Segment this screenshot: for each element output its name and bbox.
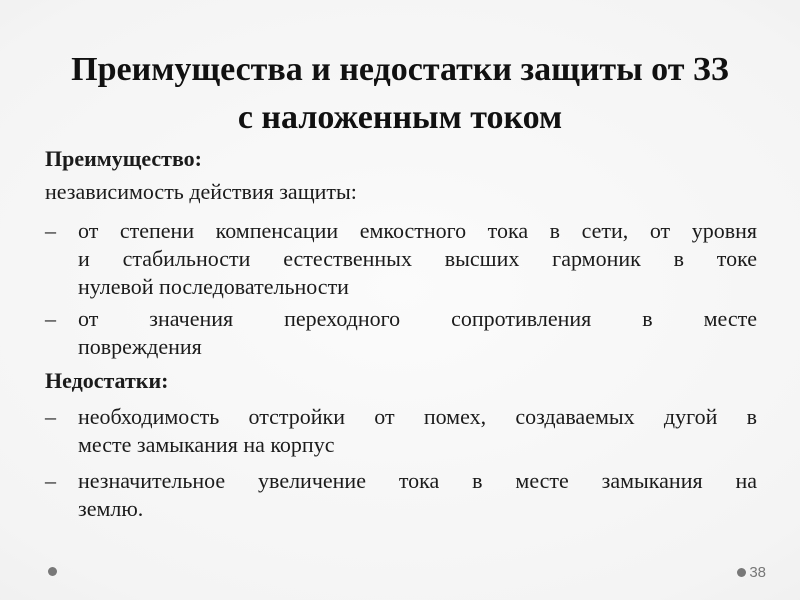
disadvantages-heading: Недостатки: <box>45 368 169 393</box>
dash-marker: – <box>45 306 56 331</box>
disadvantage-item-2-text <box>78 467 757 523</box>
text-line: нулевой последовательности <box>78 274 349 299</box>
text-line: от значения переходного сопротивления в месте <box>78 306 757 331</box>
text-line: и стабильности естественных высших гармоник в токе <box>78 246 757 271</box>
advantages-heading: Преимущество: <box>45 146 203 171</box>
slide-title <box>0 46 800 142</box>
slide-footer-page <box>737 564 766 581</box>
slide-body <box>45 145 757 523</box>
dash-marker: – <box>45 468 56 493</box>
text-line: землю. <box>78 496 144 521</box>
footer-bullet-icon <box>48 567 57 576</box>
advantage-item-1 <box>45 217 757 301</box>
text-line: повреждения <box>78 334 202 359</box>
text-line: незначительное увеличение тока в месте замыкания на <box>78 468 757 493</box>
advantages-intro: независимость действия защиты: <box>45 179 357 204</box>
advantage-item-2-text <box>78 305 757 361</box>
text-line: месте замыкания на корпус <box>78 432 335 457</box>
page-number-bullet-icon <box>737 568 746 577</box>
disadvantage-item-2 <box>45 467 757 523</box>
disadvantage-item-1-text <box>78 403 757 459</box>
advantage-item-1-text <box>78 217 757 301</box>
dash-marker: – <box>45 404 56 429</box>
advantage-item-2 <box>45 305 757 361</box>
slide-title-line-2: с наложенным током <box>237 99 563 136</box>
disadvantage-item-1 <box>45 403 757 459</box>
page-number: 38 <box>749 564 766 581</box>
dash-marker: – <box>45 218 56 243</box>
text-line: необходимость отстройки от помех, создаваемых дугой в <box>78 404 757 429</box>
slide-title-line-1: Преимущества и недостатки защиты от ЗЗ <box>71 51 729 88</box>
text-line: от степени компенсации емкостного тока в сети, от уровня <box>78 218 757 243</box>
